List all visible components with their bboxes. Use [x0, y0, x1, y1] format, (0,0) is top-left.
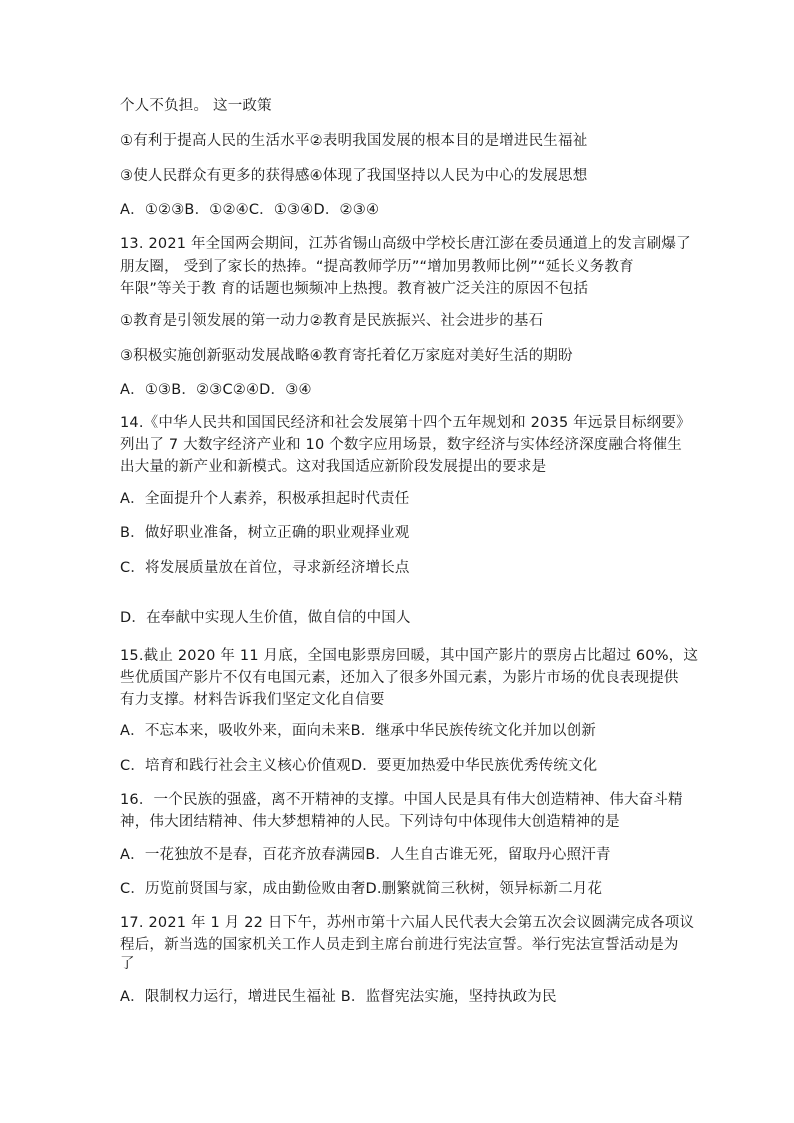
question-17-stem-line-3: 了 [120, 956, 135, 972]
question-12-statement-1-2: ①有利于提高人民的生活水平②表明我国发展的根本目的是增进民生福祉 [120, 133, 588, 149]
question-13-stem-line-3: 年限”等关于教 育的话题也频频冲上热搜。教育被广泛关注的原因不包括 [120, 281, 589, 297]
question-12-stem-tail: 个人不负担。 这一政策 [120, 98, 272, 114]
question-13-stem-line-1: 13. 2021 年全国两会期间，江苏省锡山高级中学校长唐江澎在委员通道上的发言刷爆了 [120, 236, 691, 252]
question-16-options-c-d: C．历览前贤国与家，成由勤俭败由奢D.删繁就简三秋树，领异标新二月花 [120, 881, 603, 897]
question-14-option-c: C．将发展质量放在首位，寻求新经济增长点 [120, 560, 410, 576]
question-16-options-a-b: A．一花独放不是春，百花齐放春满园B．人生自古谁无死，留取丹心照汗青 [120, 847, 611, 863]
question-17-stem-line-2: 程后，新当选的国家机关工作人员走到主席台前进行宪法宣誓。举行宪法宣誓活动是为 [120, 937, 679, 953]
question-14-option-a: A．全面提升个人素养，积极承担起时代责任 [120, 491, 410, 507]
question-14-stem-line-2: 列出了 7 大数字经济产业和 10 个数字应用场景，数字经济与实体经济深度融合将催生 [120, 437, 683, 453]
question-12-statement-3-4: ③使人民群众有更多的获得感④体现了我国坚持以人民为中心的发展思想 [120, 168, 588, 184]
question-17-options-a-b: A．限制权力运行，增进民生福祉 B．监督宪法实施，坚持执政为民 [120, 989, 557, 1005]
question-14-option-b: B．做好职业准备，树立正确的职业观择业观 [120, 525, 410, 541]
question-16-stem-line-2: 神，伟大团结精神、伟大梦想精神的人民。下列诗句中体现伟大创造精神的是 [120, 814, 620, 830]
question-13-statement-3-4: ③积极实施创新驱动发展战略④教育寄托着亿万家庭对美好生活的期盼 [120, 348, 573, 364]
question-15-stem-line-3: 有力支撑。材料告诉我们坚定文化自信要 [120, 692, 385, 708]
question-15-stem-line-2: 些优质国产影片不仅有电国元素，还加入了很多外国元素，为影片市场的优良表现提供 [120, 670, 679, 686]
question-13-stem-line-2: 朋友圈， 受到了家长的热捧。“提高教师学历”“增加男教师比例”“延长义务教育 [120, 259, 634, 275]
question-14-stem-line-1: 14.《中华人民共和国国民经济和社会发展第十四个五年规划和 2035 年远景目标纲要》 [120, 415, 691, 431]
question-13-statement-1-2: ①教育是引领发展的第一动力②教育是民族振兴、社会进步的基石 [120, 313, 544, 329]
question-13-options: A．①③B．②③C②④D．③④ [120, 382, 312, 398]
question-14-stem-line-3: 出大量的新产业和新模式。这对我国适应新阶段发展提出的要求是 [120, 459, 547, 475]
question-15-options-a-b: A．不忘本来，吸收外来，面向未来B．继承中华民族传统文化并加以创新 [120, 723, 596, 739]
question-12-options: A．①②③B．①②④C．①③④D．②③④ [120, 202, 380, 218]
question-16-stem-line-1: 16．一个民族的强盛，离不开精神的支撑。中国人民是具有伟大创造精神、伟大奋斗精 [120, 792, 683, 808]
question-15-stem-line-1: 15.截止 2020 年 11 月底，全国电影票房回暖，其中国产影片的票房占比超过 60%，这 [120, 648, 699, 664]
question-17-stem-line-1: 17. 2021 年 1 月 22 日下午，苏州市第十六届人民代表大会第五次会议圆满完成各项议 [120, 915, 695, 931]
question-14-option-d: D．在奉献中实现人生价值，做自信的中国人 [120, 610, 411, 626]
question-15-options-c-d: C．培育和践行社会主义核心价值观D．要更加热爱中华民族优秀传统文化 [120, 758, 598, 774]
